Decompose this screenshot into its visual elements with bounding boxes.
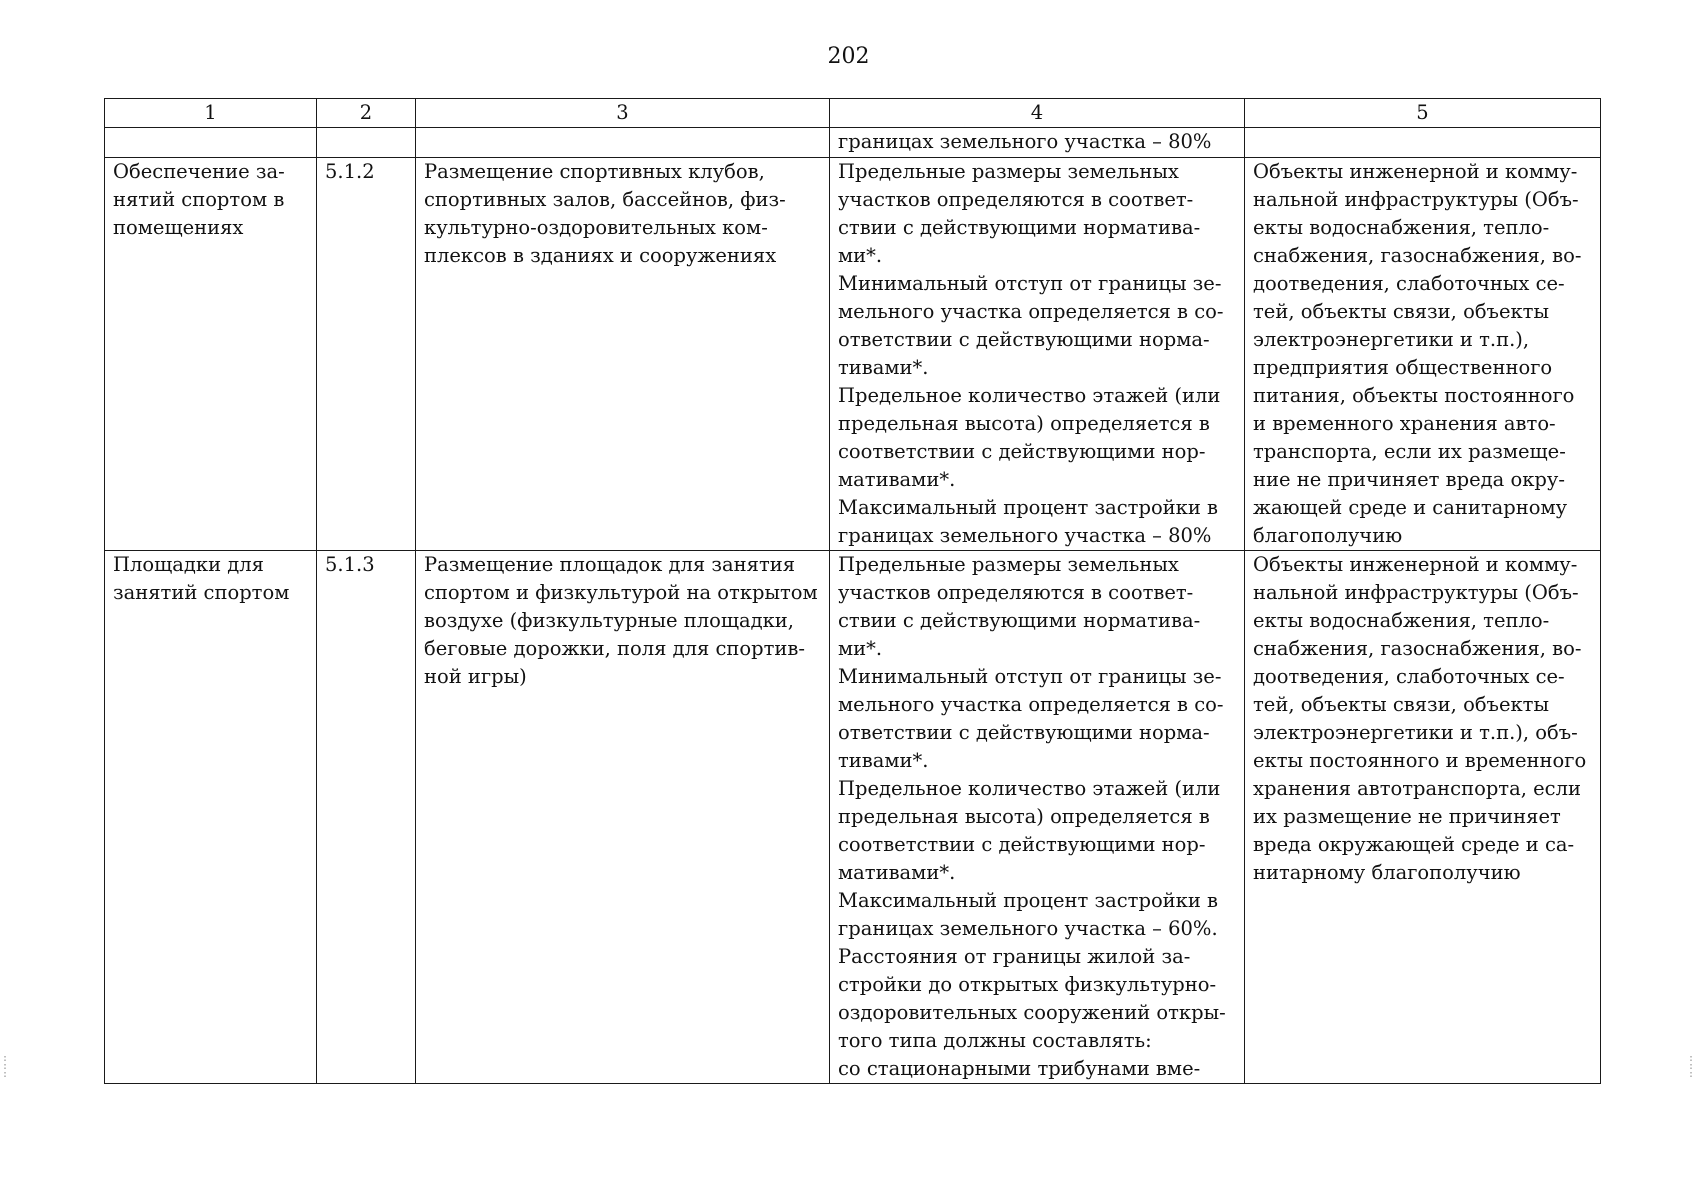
column-header-4: 4 [830,99,1245,128]
cell-description: Размещение спортивных клубов, спортивных залов, бассейнов, физ- культурно-оздоровительных ком- плексов в зданиях и сооружениях [416,158,830,551]
header-row [105,99,1601,128]
parameter-paragraph: Минимальный отступ от границы зе- мельного участка определяется в со- ответствии с действующими норма- тивами*. [838,665,1224,772]
cell-auxiliary: Объекты инженерной и комму- нальной инфраструктуры (Объ- екты водоснабжения, тепло- снабжения, газоснабжения, во- доотведения, слаботочных се- тей, объекты связи, объекты электроэнергетики и т.п.), объ- екты постоянного и временного хранения автотранспорта, если их размещение не причиняет вреда окружающей среде и са- нитарному благополучию [1245,551,1601,1084]
parameter-paragraph: Предельные размеры земельных участков определяются в соответ- ствии с действующими норматива- ми*. [838,553,1201,660]
parameter-paragraph: Расстояния от границы жилой за- стройки до открытых физкультурно- оздоровительных сооружений откры- того типа должны составлять: [838,945,1226,1052]
cell-use-name [105,128,317,158]
parameter-paragraph: Максимальный процент застройки в границах земельного участка – 60%. [838,889,1219,940]
cell-description: Размещение площадок для занятия спортом и физкультурой на открытом воздухе (физкультурные площадки, беговые дорожки, поля для спортив- ной игры) [416,551,830,1084]
scan-margin-mark-left: : : : [2,1053,9,1080]
table-body [105,128,1601,1084]
scan-margin-mark-right: : : : [1688,1053,1695,1080]
cell-parameters [830,158,1245,551]
table-row [105,551,1601,1084]
page-number: 202 [827,44,870,69]
cell-auxiliary: Объекты инженерной и комму- нальной инфраструктуры (Объ- екты водоснабжения, тепло- снабжения, газоснабжения, во- доотведения, слаботочных се- тей, объекты связи, объекты электроэнергетики и т.п.), предприятия общественного питания, объекты постоянного и временного хранения авто- транспорта, если их размеще- ние не причиняет вреда окру- жающей среде и санитарному благополучию [1245,158,1601,551]
cell-parameters [830,551,1245,1084]
cell-code: 5.1.3 [317,551,416,1084]
table-row [105,158,1601,551]
parameter-paragraph: Предельное количество этажей (или предельная высота) определяется в соответствии с действующими нор- мативами*. [838,384,1221,491]
parameter-paragraph: со стационарными трибунами вме- [838,1057,1201,1080]
parameter-paragraph: Максимальный процент застройки в границах земельного участка – 80% [838,496,1219,547]
cell-use-name: Площадки для занятий спортом [105,551,317,1084]
cell-use-name: Обеспечение за- нятий спортом в помещениях [105,158,317,551]
cell-auxiliary [1245,128,1601,158]
cell-parameters [830,128,1245,158]
table-row [105,128,1601,158]
parameter-paragraph: Предельные размеры земельных участков определяются в соответ- ствии с действующими норматива- ми*. [838,160,1201,267]
cell-code [317,128,416,158]
parameter-paragraph: Предельное количество этажей (или предельная высота) определяется в соответствии с действующими нор- мативами*. [838,777,1221,884]
parameter-paragraph: границах земельного участка – 80% [838,130,1212,153]
column-header-1: 1 [105,99,317,128]
land-use-table [104,98,1601,1084]
column-header-2: 2 [317,99,416,128]
cell-code: 5.1.2 [317,158,416,551]
cell-description [416,128,830,158]
column-header-3: 3 [416,99,830,128]
column-header-5: 5 [1245,99,1601,128]
parameter-paragraph: Минимальный отступ от границы зе- мельного участка определяется в со- ответствии с действующими норма- тивами*. [838,272,1224,379]
